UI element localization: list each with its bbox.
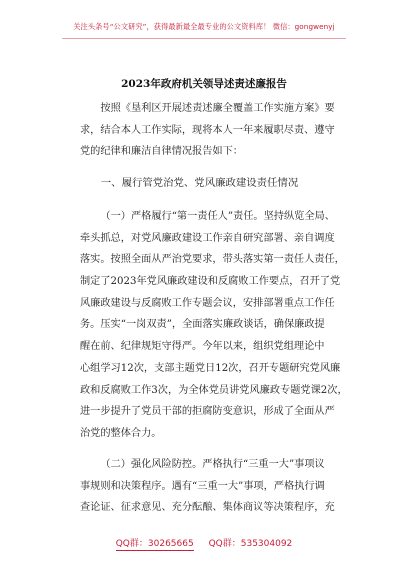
paragraph-line: （一）严格履行“第一责任人”责任。坚持纵览全局、: [100, 211, 335, 222]
paragraph-line: 治党的整体合力。: [80, 427, 162, 439]
paragraph-line: 查论证、征求意见、充分酝酿、集体商议等决策程序，充: [80, 502, 335, 514]
document-title: 2023年政府机关领导述责述廉报告: [121, 78, 287, 90]
footer-qq-group-2: QQ群：535304092: [208, 539, 293, 549]
paragraph-line: 政和反腐败工作3次，为全体党员讲党风廉政专题党课2次，: [80, 384, 348, 396]
intro-line: 党的纪律和廉洁自律情况报告如下：: [80, 146, 243, 158]
section-heading: 一、履行管党治党、党风廉政建设责任情况: [100, 177, 299, 189]
intro-line: 按照《垦利区开展述责述廉全覆盖工作实施方案》要: [100, 103, 335, 114]
paragraph-line: 进一步提升了党员干部的拒腐防变意识，形成了全面从严: [80, 406, 335, 418]
footer-qq-group-1: QQ群：30265665: [115, 539, 194, 549]
paragraph-2: [80, 454, 336, 519]
paragraph-line: 牵头抓总，对党风廉政建设工作亲自研究部署、亲自调度: [80, 232, 335, 244]
header-banner: 关注头条号“公文研究”，获得最新最全最专业的公文资料库！ 微信：gongwenyj: [73, 22, 335, 31]
header-divider: [62, 38, 346, 39]
intro-line: 求，结合本人工作实际，现将本人一年来履职尽责、遵守: [80, 124, 335, 136]
paragraph-1: [80, 206, 348, 445]
footer: [0, 536, 408, 549]
section-1-heading-block: [80, 173, 336, 195]
paragraph-line: 醒在前、纪律规矩守得严。今年以来，组织党组理论中: [80, 341, 325, 353]
paragraph-line: 心组学习12次，支部主题党日12次，召开专题研究党风廉: [80, 362, 341, 374]
paragraph-line: 风廉政建设与反腐败工作专题会议，安排部署重点工作任: [80, 297, 335, 309]
paragraph-line: 落实。按照全面从严治党要求，带头落实第一责任人责任，: [80, 254, 345, 266]
paragraph-line: 制定了2023年党风廉政建设和反腐败工作要点，召开了党: [80, 276, 341, 288]
paragraph-line: 务。压实“一岗双责”，全面落实廉政谈话，确保廉政提: [80, 319, 325, 331]
paragraph-line: （二）强化风险防控。严格执行“三重一大”事项议: [100, 459, 325, 470]
paragraph-line: 事规则和决策程序。遇有“三重一大”事项，严格执行调: [80, 480, 325, 492]
intro-paragraph: [80, 98, 336, 163]
